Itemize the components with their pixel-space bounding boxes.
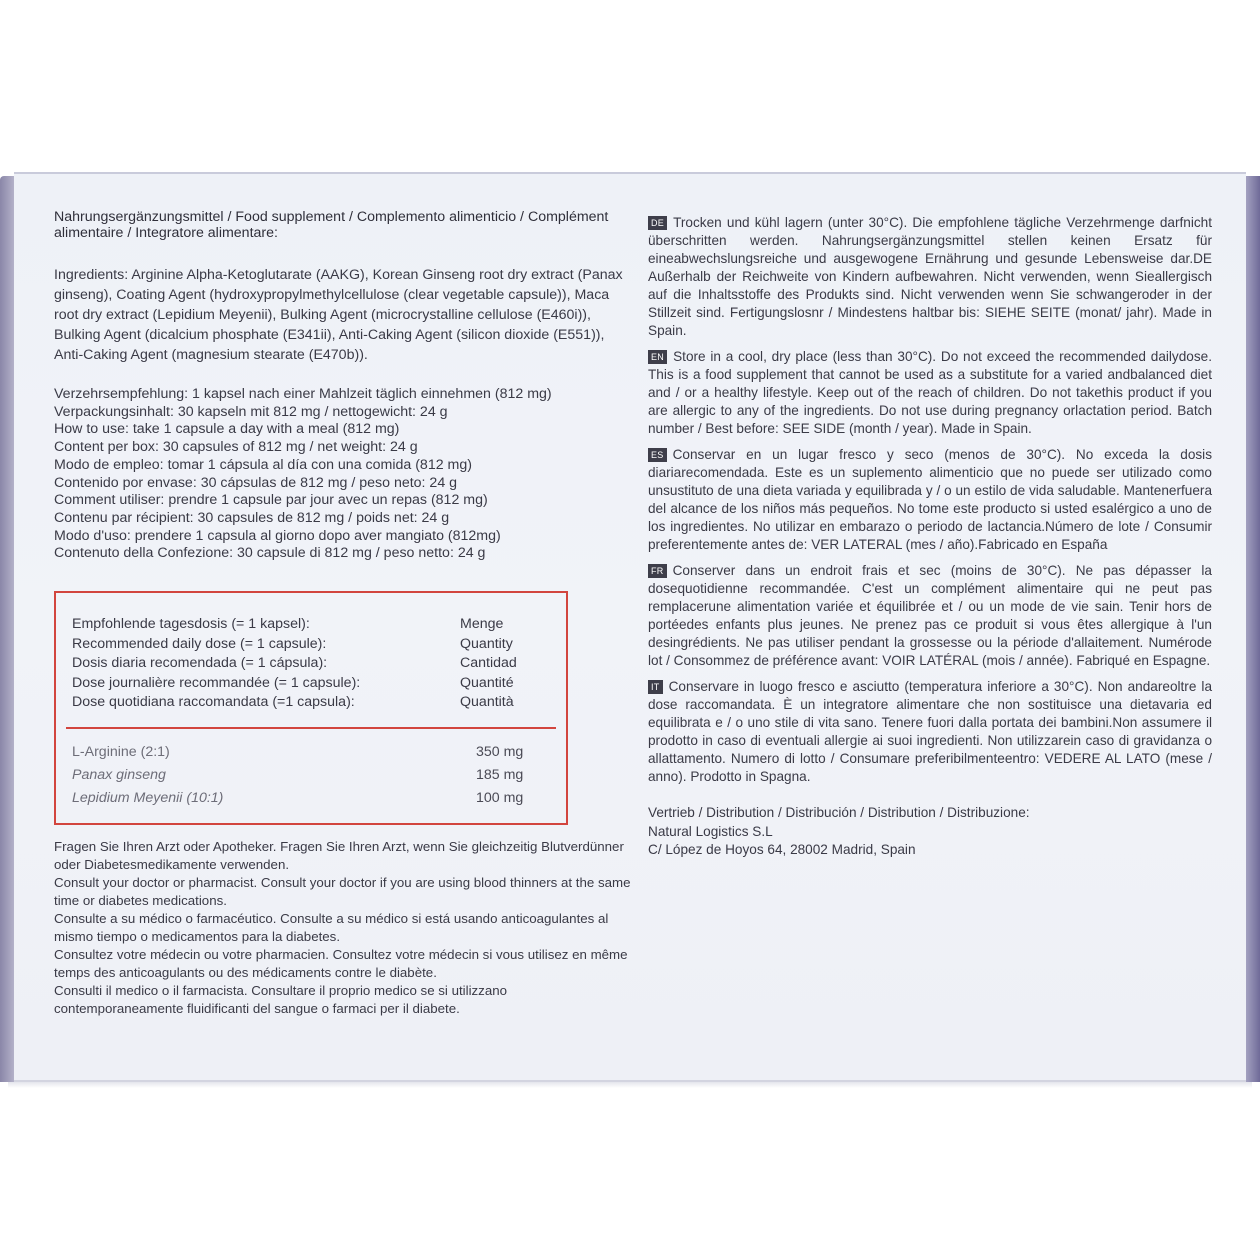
nutrient-name: L-Arginine (2:1) <box>72 744 170 760</box>
nutrient-amount: 350 mg <box>476 744 524 760</box>
nutrition-header-row <box>72 654 552 674</box>
nutrition-header-row <box>72 635 552 655</box>
header-col: Menge <box>460 616 504 632</box>
nutrient-name: Lepidium Meyenii (10:1) <box>72 790 224 806</box>
box-bottom-shadow <box>8 1082 1252 1088</box>
product-heading: Nahrungsergänzungsmittel / Food supplement / Complemento alimenticio / Complément alimentaire / Integratore alimentare: <box>54 209 609 241</box>
warning-line: Consulte a su médico o farmacéutico. Consulte a su médico si está usando anticoagulantes al mismo tiempo o medicamentos para la diabetes. <box>54 911 609 944</box>
ingredients-text: Arginine Alpha-Ketoglutarate (AAKG), Korean Ginseng root dry extract (Panax ginseng), Coating Agent (hydroxypropylmethylcellulose (clear vegetable capsule)), Maca root dry extract (Lepidium Meyenii), Bulking Agent (microcrystalline cellulose (E460i)), Bulking Agent (dicalcium phosphate (E341ii), Anti-Caking Agent (silicon dioxide (E551)), Anti-Caking Agent (magnesium stearate (E470b)). <box>54 267 623 363</box>
lang-block-de <box>648 214 1212 340</box>
header-label: Dosis diaria recomendada (= 1 cápsula): <box>72 655 328 671</box>
nutrition-row <box>72 787 532 810</box>
dosage-line: Verzehrsempfehlung: 1 kapsel nach einer Mahlzeit täglich einnehmen (812 mg) <box>54 386 552 402</box>
dosage-line: Modo de empleo: tomar 1 cápsula al día con una comida (812 mg) <box>54 456 472 473</box>
warning-line: Consulti il medico o il farmacista. Consultare il proprio medico se si utilizzano contemporaneamente fluidificanti del sangue o farmaci per il diabete. <box>54 983 508 1016</box>
dosage-line: Contenuto della Confezione: 30 capsule di 812 mg / peso netto: 24 g <box>54 545 486 562</box>
lang-code-badge: IT <box>648 680 663 694</box>
nutrient-amount: 185 mg <box>476 767 524 783</box>
lang-text: Store in a cool, dry place (less than 30°C). Do not exceed the recommended dailydose. This is a food supplement that cannot be used as a substitute for a varied andbalanced diet and / or a healthy lifestyle. Keep out of the reach of children. Do not takethis product if you are allergic to any of the ingredients. Do not use during pregnancy orlactation period. Batch number / Best before: SEE SIDE (month / year). Made in Spain. <box>648 349 1212 436</box>
ingredients-label: Ingredients: <box>54 267 129 283</box>
distribution-address: C/ López de Hoyos 64, 28002 Madrid, Spain <box>648 842 916 857</box>
lang-text: Conserver dans un endroit frais et sec (moins de 30°C). Ne pas dépasser la dosequotidienne recommandée. C'est un complément alimentaire qui ne peut pas remplacerune alimentation variée et équilibrée et / ou un mode de vie sain. Tenir hors de portéedes enfants plus jeunes. Ne prenez pas ce produit si vous êtes allergique à l'un desingrédients. Ne pas utiliser pendant la grossesse ou la période d'allaitement. Numérode lot / Consommez de préférence avant: VOIR LATÉRAL (mois / année). Fabriqué en Espagne. <box>648 563 1212 668</box>
dosage-line: Contenido por envase: 30 cápsulas de 812 mg / peso neto: 24 g <box>54 474 458 491</box>
nutrient-amount: 100 mg <box>476 790 524 806</box>
dosage-list <box>54 386 634 563</box>
warning-line: Consult your doctor or pharmacist. Consult your doctor if you are using blood thinners at the same time or diabetes medications. <box>54 875 631 908</box>
dosage-line: Modo d'uso: prendere 1 capsula al giorno dopo aver mangiato (812mg) <box>54 527 501 544</box>
dosage-line: How to use: take 1 capsule a day with a meal (812 mg) <box>54 421 400 438</box>
warnings-block <box>54 838 634 1018</box>
header-label: Dose quotidiana raccomandata (=1 capsula): <box>72 694 355 710</box>
dosage-line: Verpackungsinhalt: 30 kapseln mit 812 mg / nettogewicht: 24 g <box>54 403 448 420</box>
lang-block-en <box>648 348 1212 438</box>
nutrition-row <box>72 741 532 764</box>
lang-block-fr <box>648 562 1212 670</box>
nutrition-rows <box>72 741 532 810</box>
distribution-company: Natural Logistics S.L <box>648 823 773 839</box>
lang-block-it <box>648 678 1212 786</box>
lang-code-badge: EN <box>648 350 667 364</box>
distribution-block <box>648 804 1212 860</box>
lang-text: Conservare in luogo fresco e asciutto (temperatura inferiore a 30°C). Non andareoltre la dose raccomandata. È un integratore alimentare che non sostituisce una dietavaria ed equilibrata e / o uno stile di vita sano. Tenere fuori dalla portata dei bambini.Non assumere il prodotto in caso di eventuali allergie ai suoi ingredienti. Non utilizzarein caso di gravidanza o allattamento. Numero di lotto / Consumare preferibilmenteentro: VEDERE AL LATO (mese / anno). Prodotto in Spagna. <box>648 679 1212 784</box>
lang-text: Conservar en un lugar fresco y seco (menos de 30°C). No exceda la dosis diariarecomendada. Este es un suplemento alimenticio que no puede ser utilizado como unsustituto de una dieta variada y equilibrada y / o un estilo de vida saludable. Mantenerfuera del alcance de los niños más pequeños. No tome este producto si usted esalérgico a uno de los ingredientes. No utilizar en embarazo o periodo de lactancia.Número de lote / Consumir preferentemente antes de: VER LATERAL (mes / año).Fabricado en España <box>648 447 1212 552</box>
lang-code-badge: FR <box>648 564 667 578</box>
header-col: Quantité <box>460 674 514 691</box>
nutrition-table <box>54 591 568 825</box>
lang-code-badge: DE <box>648 216 667 230</box>
header-label: Dose journalière recommandée (= 1 capsule): <box>72 674 361 691</box>
ingredients-paragraph <box>54 265 634 365</box>
lang-text: Trocken und kühl lagern (unter 30°C). Die empfohlene tägliche Verzehrmenge darfnicht überschritten werden. Nahrungsergänzungsmittel stellen keinen Ersatz für eineabwechslungsreiche und ausgewogene Ernährung und gesunde Lebensweise dar.DE Außerhalb der Reichweite von Kindern aufbewahren. Nicht verwenden, wenn Sieallergisch auf die Inhaltsstoffe des Produkts sind. Nicht verwenden wenn Sie schwangeroder in der Stillzeit sind. Fertigungslosnr / Mindestens haltbar bis: SIEHE SEITE (monat/ jahr). Made in Spain. <box>648 215 1212 338</box>
distribution-label: Vertrieb / Distribution / Distribución / Distribution / Distribuzione: <box>648 805 1030 820</box>
lang-block-es <box>648 446 1212 554</box>
nutrition-header-row <box>72 615 552 635</box>
lang-code-badge: ES <box>648 448 667 462</box>
left-column <box>54 210 634 563</box>
nutrition-header <box>72 615 552 713</box>
header-col: Quantity <box>460 635 513 652</box>
header-col: Cantidad <box>460 655 517 671</box>
header-label: Recommended daily dose (= 1 capsule): <box>72 635 327 652</box>
warning-line: Consultez votre médecin ou votre pharmacien. Consultez votre médecin si vous utilisez en même temps des anticoagulants ou des médicaments contre le diabète. <box>54 947 628 980</box>
nutrition-row <box>72 764 532 787</box>
dosage-line: Content per box: 30 capsules of 812 mg / net weight: 24 g <box>54 439 418 456</box>
nutrition-header-row <box>72 693 552 713</box>
dosage-line: Comment utiliser: prendre 1 capsule par jour avec un repas (812 mg) <box>54 492 488 509</box>
header-label: Empfohlende tagesdosis (= 1 kapsel): <box>72 616 310 632</box>
nutrition-header-row <box>72 674 552 694</box>
nutrition-divider <box>66 727 556 729</box>
warning-line: Fragen Sie Ihren Arzt oder Apotheker. Fragen Sie Ihren Arzt, wenn Sie gleichzeitig Blutverdünner oder Diabetesmedikamente verwenden. <box>54 839 624 872</box>
nutrient-name: Panax ginseng <box>72 767 166 783</box>
header-col: Quantità <box>460 694 514 710</box>
dosage-line: Contenu par récipient: 30 capsules de 812 mg / poids net: 24 g <box>54 509 450 526</box>
right-column <box>648 214 1212 860</box>
